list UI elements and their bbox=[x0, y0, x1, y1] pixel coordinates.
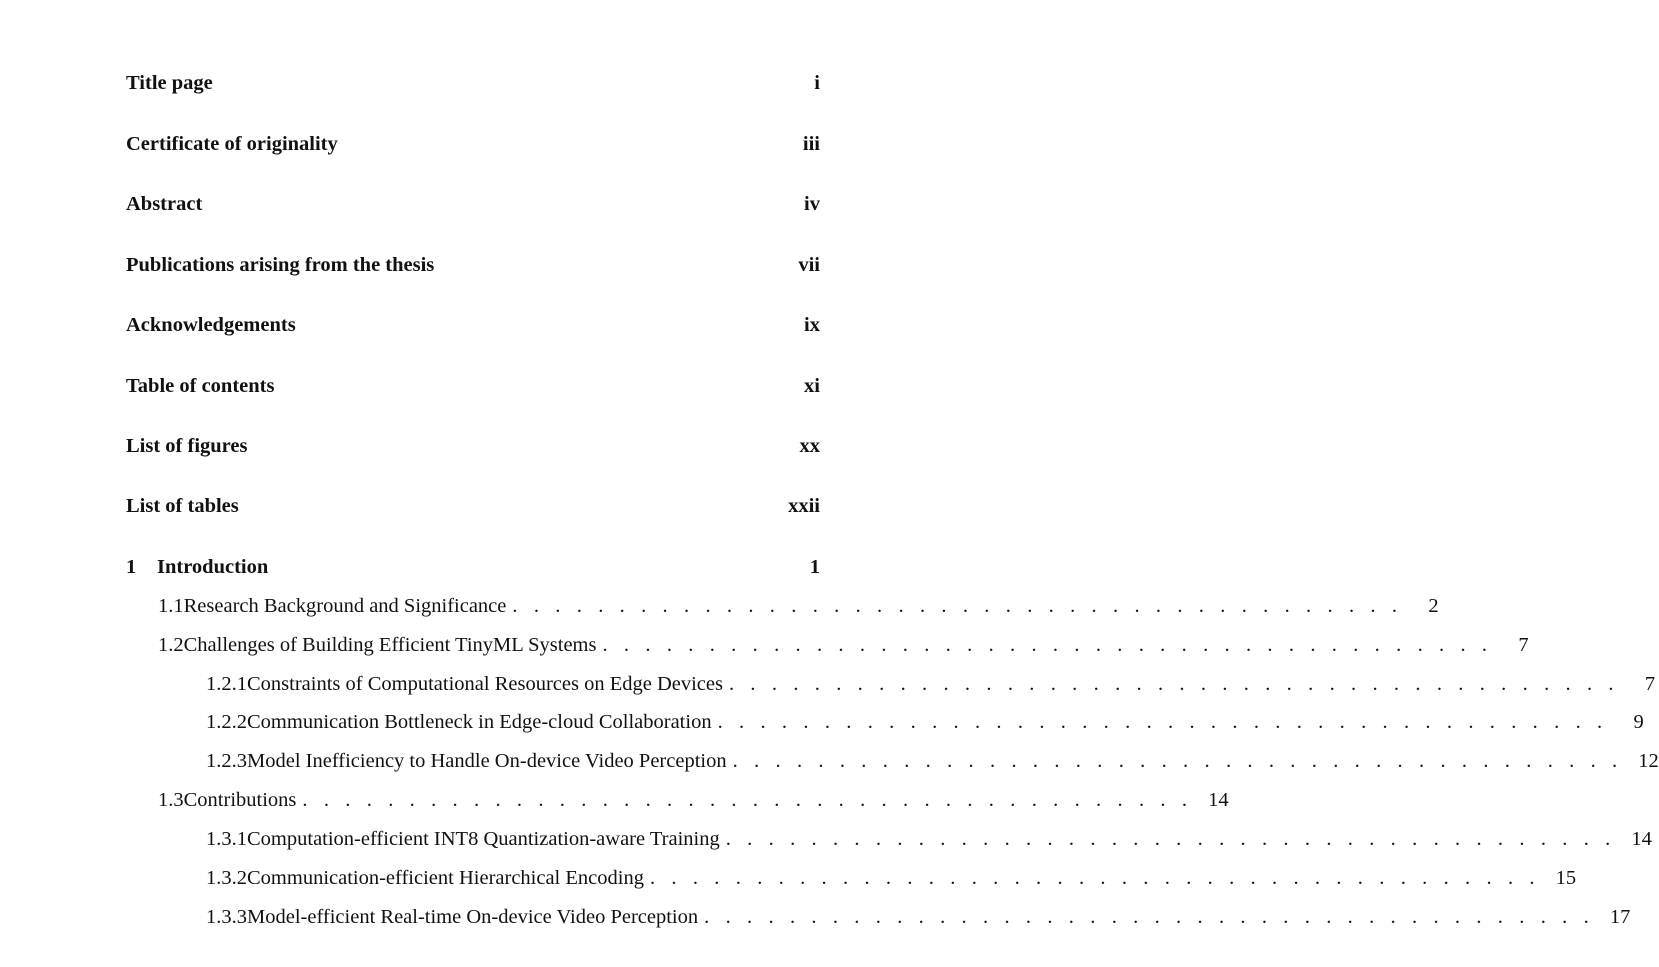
toc-section-title: Contributions bbox=[183, 789, 297, 811]
toc-subsection-1-2-3[interactable] bbox=[126, 750, 1659, 772]
toc-entry-abstract[interactable] bbox=[126, 194, 820, 215]
toc-section-page: 2 bbox=[1428, 595, 1439, 617]
toc-entry-page: ix bbox=[804, 314, 820, 336]
toc-entry-acknowledgements[interactable] bbox=[126, 315, 820, 336]
toc-entry-page: iii bbox=[802, 133, 820, 155]
dot-leader: . . . . . . . . . . . . . . . . . . . . . . . . . . . . . . . . . . . . . . . . . . bbox=[704, 906, 1595, 928]
toc-chapter-number: 1 bbox=[126, 556, 137, 578]
toc-subsection-number: 1.3.1 bbox=[206, 828, 247, 850]
toc-entry-publications[interactable] bbox=[126, 255, 820, 276]
toc-entry-title: Title page bbox=[126, 72, 213, 94]
dot-leader: . . . . . . . . . . . . . . . . . . . . . . . . . . . . . . . . . . . . . . . . . . bbox=[732, 750, 1623, 772]
toc-entry-list-of-figures[interactable] bbox=[126, 436, 820, 457]
toc-section-page: 14 bbox=[1208, 789, 1229, 811]
toc-chapter-title: Introduction bbox=[157, 556, 269, 578]
dot-leader: . . . . . . . . . . . . . . . . . . . . . . . . . . . . . . . . . . . . . . . . . . bbox=[649, 867, 1541, 889]
toc-entry-page: iv bbox=[804, 193, 820, 215]
toc-entry-page: vii bbox=[798, 254, 820, 276]
toc-subsection-1-3-2[interactable] bbox=[126, 867, 1577, 889]
toc-entry-table-of-contents[interactable] bbox=[126, 376, 820, 397]
toc-entry-title: List of figures bbox=[126, 435, 248, 457]
dot-leader: . . . . . . . . . . . . . . . . . . . . . . . . . . . . . . . . . . . . . . . . . . bbox=[717, 711, 1608, 733]
toc-entry-certificate[interactable] bbox=[126, 134, 820, 155]
toc-subsection-title: Model-efficient Real-time On-device Video Perception bbox=[247, 906, 699, 928]
dot-leader: . . . . . . . . . . . . . . . . . . . . . . . . . . . . . . . . . . . . . . . . . . bbox=[725, 828, 1616, 850]
toc-entry-title-page[interactable] bbox=[126, 73, 820, 94]
toc-section-title: Challenges of Building Efficient TinyML Systems bbox=[183, 634, 597, 656]
toc-subsection-1-2-1[interactable] bbox=[126, 673, 1656, 695]
toc-entry-list-of-tables[interactable] bbox=[126, 496, 820, 517]
toc-subsection-page: 17 bbox=[1609, 906, 1631, 928]
dot-leader: . . . . . . . . . . . . . . . . . . . . . . . . . . . . . . . . . . . . . . . . . . bbox=[728, 673, 1620, 695]
toc-subsection-title: Communication Bottleneck in Edge-cloud Collaboration bbox=[247, 711, 712, 733]
toc-subsection-title: Model Inefficiency to Handle On-device Video Perception bbox=[247, 750, 727, 772]
toc-subsection-page: 9 bbox=[1633, 711, 1644, 733]
toc-subsection-1-2-2[interactable] bbox=[126, 711, 1644, 733]
dot-leader: . . . . . . . . . . . . . . . . . . . . . . . . . . . . . . . . . . . . . . . . . . bbox=[512, 595, 1403, 617]
toc-entry-title: Acknowledgements bbox=[126, 314, 296, 336]
toc-chapter-page: 1 bbox=[809, 556, 820, 578]
toc-subsection-number: 1.2.2 bbox=[206, 711, 247, 733]
dot-leader: . . . . . . . . . . . . . . . . . . . . . . . . . . . . . . . . . . . . . . . . . . bbox=[302, 789, 1193, 811]
toc-section-number: 1.1 bbox=[158, 595, 184, 617]
toc-entry-title: Certificate of originality bbox=[126, 133, 338, 155]
toc-chapter-introduction[interactable] bbox=[126, 557, 820, 578]
dot-leader: . . . . . . . . . . . . . . . . . . . . . . . . . . . . . . . . . . . . . . . . . . bbox=[602, 634, 1493, 656]
toc-subsection-number: 1.3.3 bbox=[206, 906, 247, 928]
toc-subsection-number: 1.2.3 bbox=[206, 750, 247, 772]
toc-subsection-1-3-3[interactable] bbox=[126, 906, 1631, 928]
toc-subsection-page: 7 bbox=[1644, 673, 1656, 695]
toc-section-1-1[interactable] bbox=[126, 595, 1439, 617]
toc-section-page: 7 bbox=[1518, 634, 1529, 656]
toc-section-title: Research Background and Significance bbox=[183, 595, 507, 617]
toc-subsection-page: 14 bbox=[1631, 828, 1652, 850]
toc-entry-title: List of tables bbox=[126, 495, 239, 517]
toc-section-1-3[interactable] bbox=[126, 789, 1229, 811]
toc-subsection-1-3-1[interactable] bbox=[126, 828, 1652, 850]
toc-subsection-number: 1.3.2 bbox=[206, 867, 247, 889]
toc-entry-page: xi bbox=[804, 375, 820, 397]
toc-entry-title: Publications arising from the thesis bbox=[126, 254, 435, 276]
toc-entry-title: Abstract bbox=[126, 193, 203, 215]
toc-section-1-2[interactable] bbox=[126, 634, 1529, 656]
toc-subsection-page: 15 bbox=[1555, 867, 1577, 889]
toc-subsection-title: Computation-efficient INT8 Quantization-aware Training bbox=[247, 828, 720, 850]
toc-section-number: 1.3 bbox=[158, 789, 184, 811]
toc-subsection-number: 1.2.1 bbox=[206, 673, 247, 695]
toc-entry-page: xxii bbox=[788, 495, 820, 517]
toc-entry-page: i bbox=[814, 72, 820, 94]
toc-section-number: 1.2 bbox=[158, 634, 184, 656]
toc-subsection-title: Communication-efficient Hierarchical Encoding bbox=[247, 867, 644, 889]
toc-subsection-page: 12 bbox=[1638, 750, 1659, 772]
toc-subsection-title: Constraints of Computational Resources on Edge Devices bbox=[247, 673, 723, 695]
toc-entry-page: xx bbox=[799, 435, 820, 457]
toc-entry-title: Table of contents bbox=[126, 375, 275, 397]
